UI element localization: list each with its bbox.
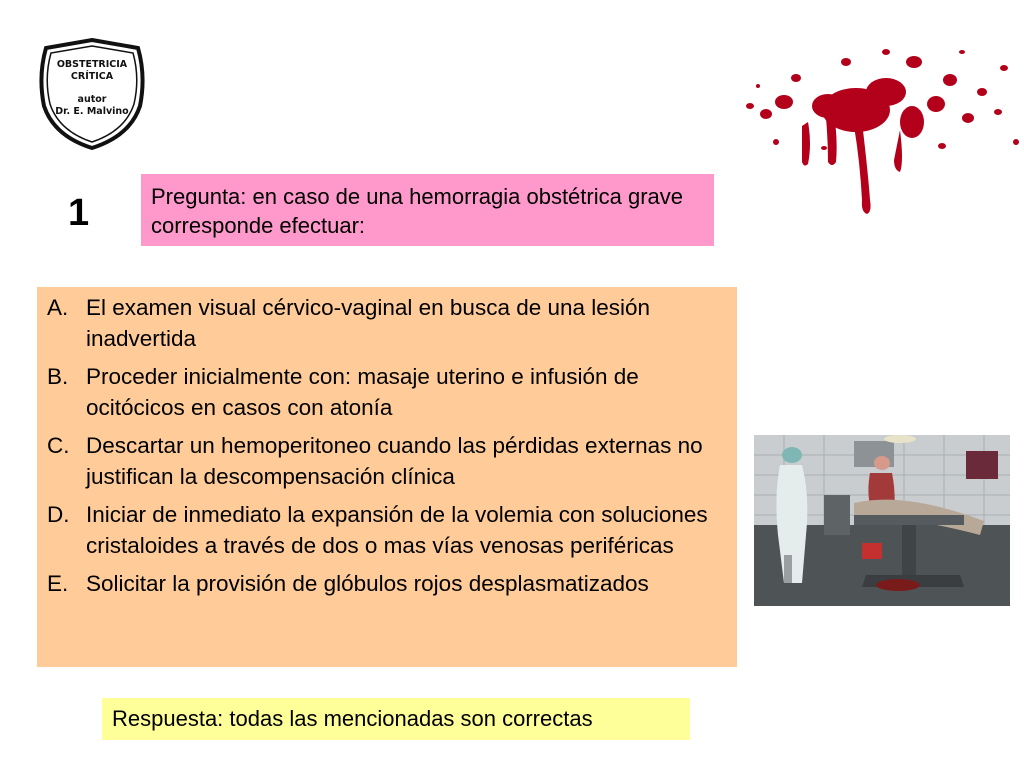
logo-line-1: OBSTETRICIA [56, 59, 128, 70]
logo-line-4: Dr. E. Malvino [55, 106, 129, 117]
option-text: El examen visual cérvico-vaginal en busca de una lesión inadvertida [86, 295, 651, 351]
blood-splatter-image [736, 22, 1024, 222]
option-letter: C. [47, 433, 70, 458]
option-text: Iniciar de inmediato la expansión de la volemia con soluciones cristaloides a través de dos o mas vías venosas periféricas [86, 502, 708, 558]
answer-box: Respuesta: todas las mencionadas son correctas [102, 698, 690, 740]
option-text: Solicitar la provisión de glóbulos rojos desplasmatizados [86, 571, 649, 596]
option-letter: E. [47, 571, 69, 596]
option-e [47, 569, 727, 600]
option-letter: B. [47, 364, 69, 389]
logo-line-3: autor [77, 94, 107, 105]
option-text: Descartar un hemoperitoneo cuando las pérdidas externas no justifican la descompensación clínica [86, 433, 703, 489]
option-d [47, 500, 727, 561]
option-text: Proceder inicialmente con: masaje uterino e infusión de ocitócicos en casos con atonía [86, 364, 639, 420]
option-c [47, 431, 727, 492]
option-a [47, 293, 727, 354]
question-box: Pregunta: en caso de una hemorragia obstétrica grave corresponde efectuar: [141, 174, 714, 246]
slide-number: 1 [68, 192, 90, 234]
options-box [37, 287, 737, 667]
operating-room-photo [754, 435, 1010, 606]
option-b [47, 362, 727, 423]
option-letter: A. [47, 295, 69, 320]
option-letter: D. [47, 502, 70, 527]
logo-line-2: CRÍTICA [70, 71, 114, 82]
